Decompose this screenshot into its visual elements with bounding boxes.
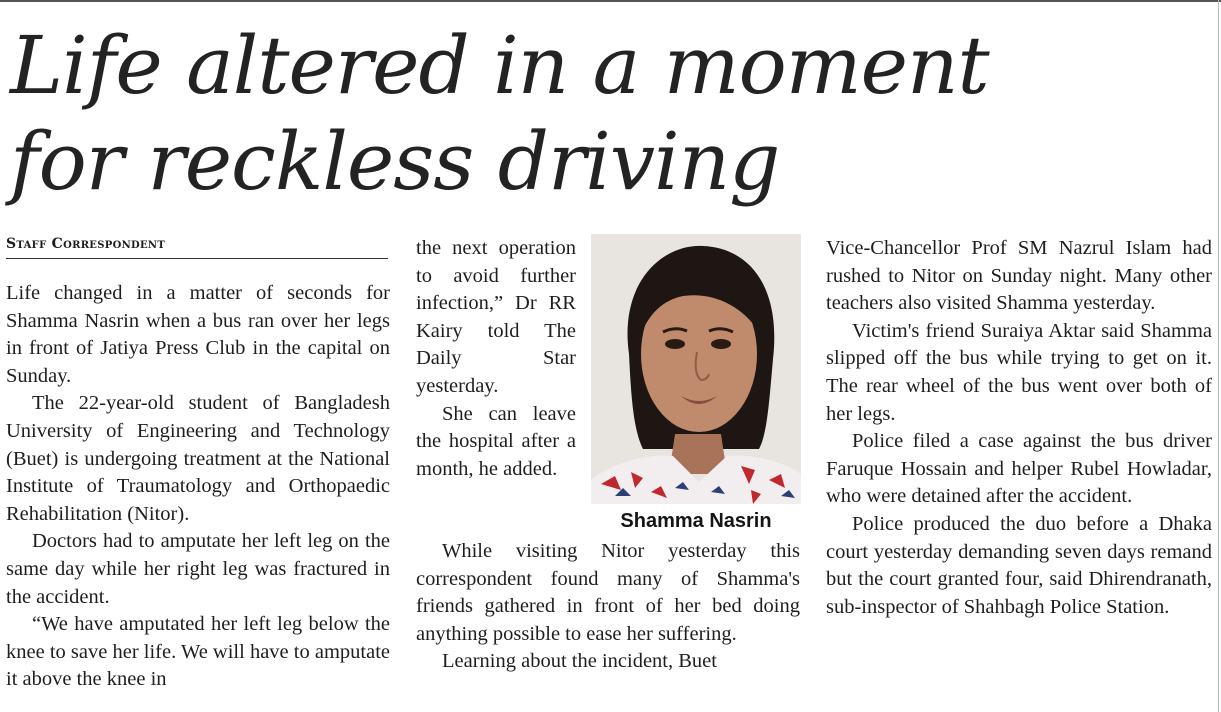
paragraph: Doctors had to amputate her left leg on the same day while her right leg was fractured in the accident. xyxy=(6,530,390,608)
paragraph: Learning about the incident, Buet xyxy=(442,650,717,673)
paragraph: Vice-Chancellor Prof SM Nazrul Islam had rushed to Nitor on Sunday night. Many other teachers also visited Shamma yesterday. xyxy=(826,237,1212,315)
headline-line-1: Life altered in a moment xyxy=(10,19,989,112)
paragraph: Police produced the duo before a Dhaka court yesterday demanding seven days remand but the court granted four, said Dhirendranath, sub-inspector of Shahbagh Police Station. xyxy=(826,512,1212,618)
byline: Staff Correspondent xyxy=(6,236,388,259)
portrait-photo xyxy=(591,234,801,504)
headline xyxy=(10,18,1210,210)
column-2-bottom xyxy=(416,538,800,676)
paragraph: She can leave the hospital after a month, he added. xyxy=(416,402,576,480)
portrait-illustration xyxy=(591,234,801,504)
paragraph: While visiting Nitor yesterday this correspondent found many of Shamma's friends gathered in front of her bed doing anything possible to ease her suffering. xyxy=(416,540,800,645)
paragraph: Victim's friend Suraiya Aktar said Shamma slipped off the bus while trying to get on it. The rear wheel of the bus went over both of her legs. xyxy=(826,319,1212,425)
column-3 xyxy=(826,235,1212,621)
headline-line-2: for reckless driving xyxy=(10,115,780,208)
paragraph: The 22-year-old student of Bangladesh University of Engineering and Technology (Buet) is undergoing treatment at the National Institute of Traumatology and Orthopaedic Rehabilitation (Nitor). xyxy=(6,392,390,525)
top-rule xyxy=(0,0,1221,2)
paragraph: Life changed in a matter of seconds for Shamma Nasrin when a bus ran over her legs in front of Jatiya Press Club in the capital on Sunday. xyxy=(6,282,390,387)
column-1 xyxy=(6,280,390,694)
paragraph: the next operation to avoid further infection,” Dr RR Kairy told The Daily Star yesterday. xyxy=(416,237,576,397)
paragraph: Police filed a case against the bus driver Faruque Hossain and helper Rubel Howladar, who were detained after the accident. xyxy=(826,430,1212,508)
paragraph: “We have amputated her left leg below the knee to save her life. We will have to amputate it above the knee in xyxy=(6,613,390,691)
photo-caption: Shamma Nasrin xyxy=(620,510,772,532)
column-2-top xyxy=(416,235,576,483)
right-column-rule xyxy=(1218,0,1219,712)
